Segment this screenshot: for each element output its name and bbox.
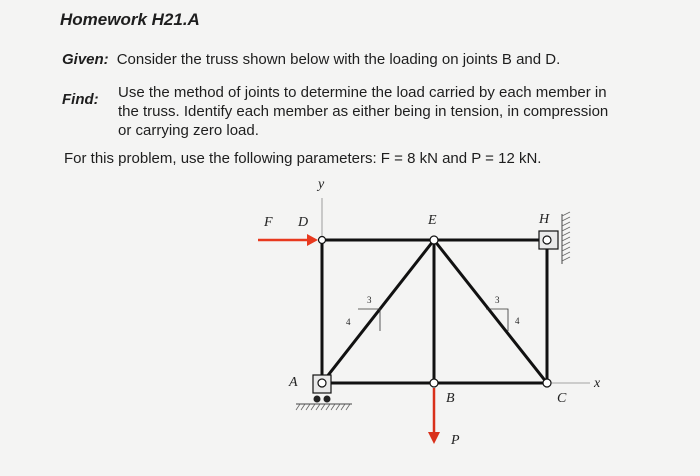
wall-hatch-h: [562, 212, 570, 261]
force-f-arrow: [258, 234, 318, 246]
parameters-statement: For this problem, use the following parameters: F = 8 kN and P = 12 kN.: [64, 150, 542, 167]
joint-e-label: E: [428, 213, 437, 228]
pin-support-a: [296, 375, 352, 410]
ground-hatch-a: [296, 404, 350, 410]
homework-title: Homework H21.A: [60, 10, 200, 29]
force-f-label: F: [264, 215, 273, 230]
slope-right-rise: 4: [515, 316, 520, 326]
find-line: the truss. Identify each member as either being in tension, in compression: [118, 103, 609, 120]
find-label: Find:: [62, 91, 99, 108]
truss-members: [322, 240, 547, 383]
force-p-arrow: [428, 388, 440, 444]
find-line: Use the method of joints to determine the load carried by each member in: [118, 84, 607, 101]
joint-d-pin: [319, 237, 326, 244]
joint-h-label: H: [539, 212, 550, 227]
slope-left-rise: 4: [346, 317, 351, 327]
member-ec: [434, 240, 547, 383]
force-p-head: [428, 432, 440, 444]
joint-e-pin: [430, 236, 438, 244]
given-label: Given:: [62, 51, 109, 68]
joint-d-label: D: [298, 215, 309, 230]
support-a-roller-right: [324, 396, 331, 403]
member-ae: [322, 240, 434, 383]
support-a-pin: [318, 379, 326, 387]
find-line: or carrying zero load.: [118, 122, 259, 139]
slope-left-run: 3: [367, 295, 372, 305]
joint-c-label: C: [557, 391, 567, 406]
joint-b-label: B: [446, 391, 455, 406]
slope-right-run: 3: [495, 295, 500, 305]
y-axis-label: y: [318, 177, 325, 192]
force-f-head: [307, 234, 318, 246]
joint-b-pin: [430, 379, 438, 387]
support-h-pin: [543, 236, 551, 244]
given-text: Consider the truss shown below with the loading on joints B and D.: [116, 51, 561, 68]
support-a-roller-left: [314, 396, 321, 403]
x-axis-label: x: [594, 376, 601, 391]
joint-c-pin: [543, 379, 551, 387]
joint-a-label: A: [289, 375, 298, 390]
force-p-label: P: [451, 433, 460, 448]
